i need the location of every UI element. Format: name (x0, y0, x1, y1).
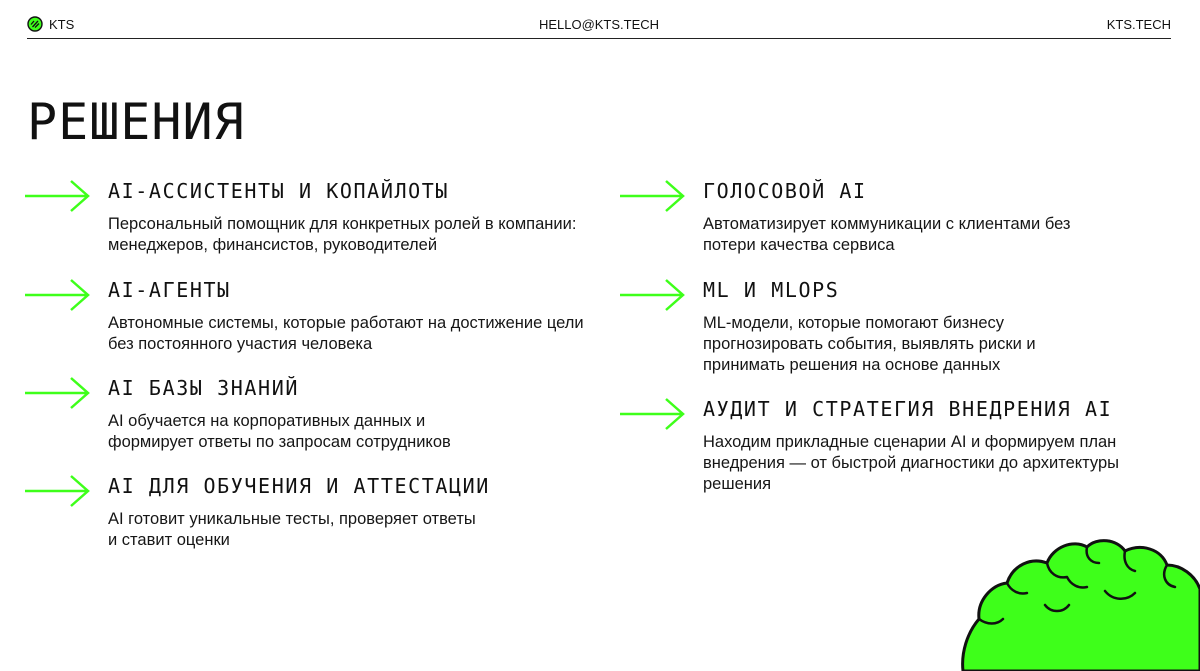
header-divider (27, 38, 1171, 39)
solution-title: ГОЛОСОВОЙ AI (703, 179, 867, 203)
arrow-right-icon (25, 278, 91, 312)
solution-title: AI ДЛЯ ОБУЧЕНИЯ И АТТЕСТАЦИИ (108, 474, 490, 498)
solution-description: Находим прикладные сценарии AI и формируем план внедрения — от быстрой диагностики до архитектуры решения (703, 433, 1120, 493)
contact-email-link[interactable]: HELLO@KTS.TECH (538, 17, 660, 32)
solution-title: AI-АССИСТЕНТЫ И КОПАЙЛОТЫ (108, 179, 450, 203)
arrow-right-icon (620, 278, 686, 312)
arrow-right-icon (25, 474, 91, 508)
solution-description: AI готовит уникальные тесты, проверяет ответы и ставит оценки (108, 510, 476, 549)
solution-description: Автоматизирует коммуникации с клиентами без потери качества сервиса (703, 215, 1071, 254)
solution-title: AI БАЗЫ ЗНАНИЙ (108, 376, 299, 400)
website-link[interactable]: KTS.TECH (1106, 17, 1171, 32)
solution-title: АУДИТ И СТРАТЕГИЯ ВНЕДРЕНИЯ AI (703, 397, 1113, 421)
solution-description: Персональный помощник для конкретных ролей в компании: менеджеров, финансистов, руководителей (108, 215, 577, 254)
solution-description: AI обучается на корпоративных данных и формирует ответы по запросам сотрудников (108, 412, 451, 451)
arrow-right-icon (620, 179, 686, 213)
solution-description: ML-модели, которые помогают бизнесу прогнозировать события, выявлять риски и принимать решения на основе данных (703, 314, 1036, 374)
solution-description: Автономные системы, которые работают на достижение цели без постоянного участия человека (108, 314, 584, 353)
page-header (27, 14, 1171, 38)
arrow-right-icon (620, 397, 686, 431)
arrow-right-icon (25, 376, 91, 410)
arrow-right-icon (25, 179, 91, 213)
green-bush-illustration (955, 535, 1200, 671)
solution-title: AI-АГЕНТЫ (108, 278, 231, 302)
solution-title: ML И MLOPS (703, 278, 840, 302)
brand-name: KTS (49, 16, 75, 32)
page-title: РЕШЕНИЯ (27, 93, 245, 151)
